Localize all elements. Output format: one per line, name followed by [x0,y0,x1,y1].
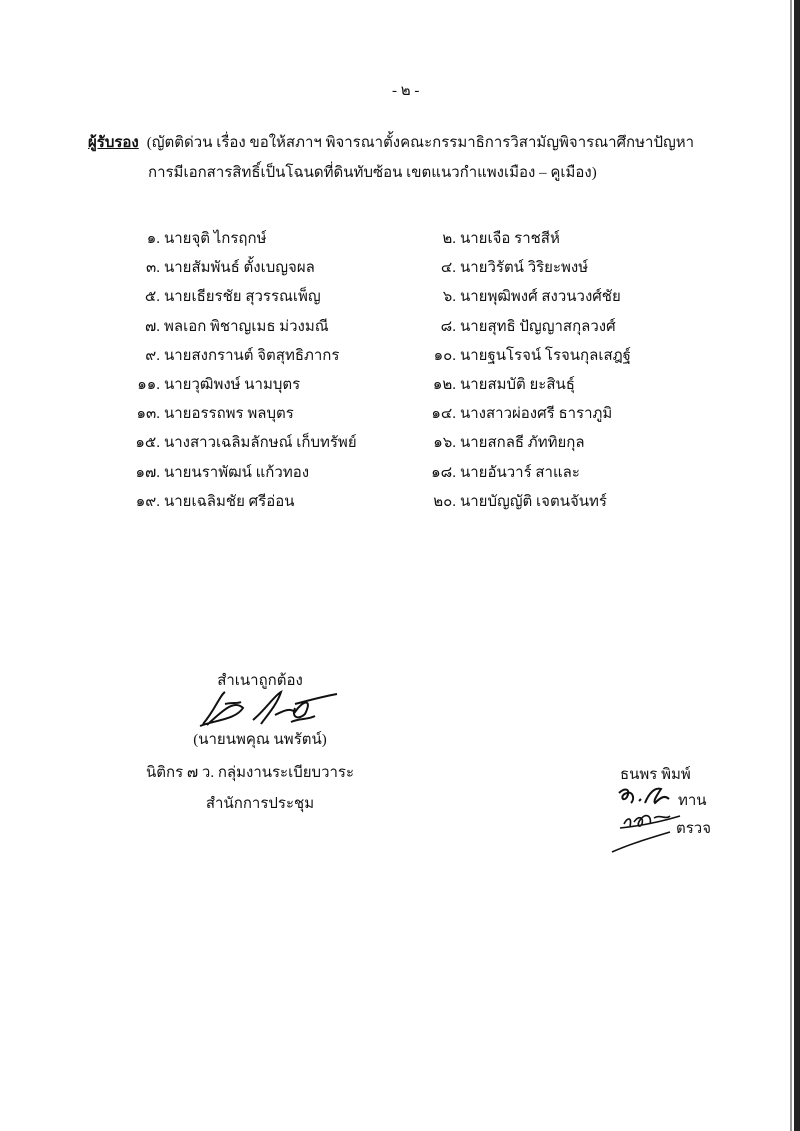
endorser-number: ๑๔. [431,406,456,423]
proofreader-initials [617,785,677,807]
heading-line-2: การมีเอกสารสิทธิ์เป็นโฉนดที่ดินทับซ้อน เขตแนวกำแพงเมือง – คูเมือง) [148,165,597,181]
endorser-number: ๑๙. [135,493,160,510]
endorser-number: ๑๓. [136,406,160,423]
endorser-item [420,314,616,334]
endorser-name: พลเอก พิชาญเมธ ม่วงมณี [164,318,329,335]
endorser-number: ๕. [144,289,160,306]
endorser-number: ๒. [442,231,456,247]
endorser-name: นายบัญญัติ เจตนจันทร์ [460,493,607,510]
endorser-name: นายสุทธิ ปัญญาสกุลวงศ์ [460,318,616,335]
endorser-number: ๑. [146,231,160,247]
endorser-name: นายนราพัฒน์ แก้วทอง [164,464,310,481]
endorser-name: นายจุติ ไกรฤกษ์ [164,231,267,247]
endorser-number: ๑๒. [432,377,456,393]
endorser-item [124,460,309,480]
certifier-signature [195,690,345,730]
endorser-item [124,343,339,363]
endorser-item [420,489,607,509]
endorser-number: ๔. [440,260,456,277]
endorser-name: นายสัมพันธ์ ตั้งเบญจผล [164,260,315,277]
endorser-item [420,460,580,480]
endorser-item [420,343,631,363]
certifier-office: สำนักการประชุม [205,796,315,812]
certification-title: สำเนาถูกต้อง [217,673,303,689]
endorser-item [420,372,575,392]
endorser-item [420,401,612,421]
endorser-name: นายวิรัตน์ วิริยะพงษ์ [460,260,589,277]
endorser-name: นายเจือ ราชสีห์ [460,231,560,247]
endorser-name: นางสาวผ่องศรี ธาราภูมิ [460,406,613,423]
endorser-number: ๑๑. [137,377,160,393]
endorser-item [420,226,560,246]
heading-line-1 [88,130,694,154]
endorser-name: นายสงกรานต์ จิตสุทธิภากร [164,347,340,364]
endorser-item [124,255,315,275]
endorser-item [420,284,621,304]
endorser-item [124,372,300,392]
endorser-name: นายวุฒิพงษ์ นามบุตร [164,377,301,393]
endorser-number: ๓. [145,260,160,277]
endorser-item [420,255,588,275]
checked-label: ตรวจ [676,821,712,837]
endorser-item [124,489,294,509]
endorser-number: ๒๐. [433,493,456,510]
endorser-number: ๙. [145,347,160,364]
page-number: - ๒ - [392,83,420,99]
endorser-item [124,401,294,421]
endorser-name: นายสกลธี ภัททิยกุล [460,435,585,452]
endorser-number: ๖. [442,289,456,306]
endorser-name: นางสาวเฉลิมลักษณ์ เก็บทรัพย์ [164,435,357,452]
scan-edge [794,0,800,1131]
endorser-name: นายฐนโรจน์ โรจนกุลเสฎฐ์ [460,347,631,364]
endorser-name: นายพุฒิพงศ์ สงวนวงศ์ชัย [460,289,621,306]
endorser-name: นายเฉลิมชัย ศรีอ่อน [164,493,295,510]
endorser-number: ๘. [440,318,456,335]
endorser-item [420,430,585,450]
endorser-number: ๑๕. [135,435,160,452]
endorser-number: ๗. [144,318,160,335]
motion-title: (ญัตติด่วน เรื่อง ขอให้สภาฯ พิจารณาตั้งคณะกรรมาธิการวิสามัญพิจารณาศึกษาปัญหา [146,135,695,151]
endorser-item [124,430,357,450]
scan-edge-line [790,0,792,1131]
endorser-name: นายอันวาร์ สาและ [460,464,580,481]
endorser-item [124,314,329,334]
endorser-number: ๑๖. [433,435,456,452]
endorser-item [124,226,266,246]
certifier-name: (นายนพคุณ นพรัตน์) [193,732,327,748]
endorser-label: ผู้รับรอง [88,135,139,151]
certifier-position: นิติกร ๗ ว. กลุ่มงานระเบียบวาระ [146,765,355,781]
endorser-item [124,284,321,304]
endorser-number: ๑๗. [135,464,160,481]
proofread-label: ทาน [678,793,707,809]
typist-name: ธนพร พิมพ์ [620,767,691,783]
endorser-name: นายสมบัติ ยะสินธุ์ [460,377,575,393]
endorser-number: ๑๘. [431,464,456,481]
endorser-name: นายอรรถพร พลบุตร [164,406,294,423]
endorser-name: นายเธียรชัย สุวรรณเพ็ญ [164,289,321,306]
endorser-number: ๑๐. [433,347,456,364]
